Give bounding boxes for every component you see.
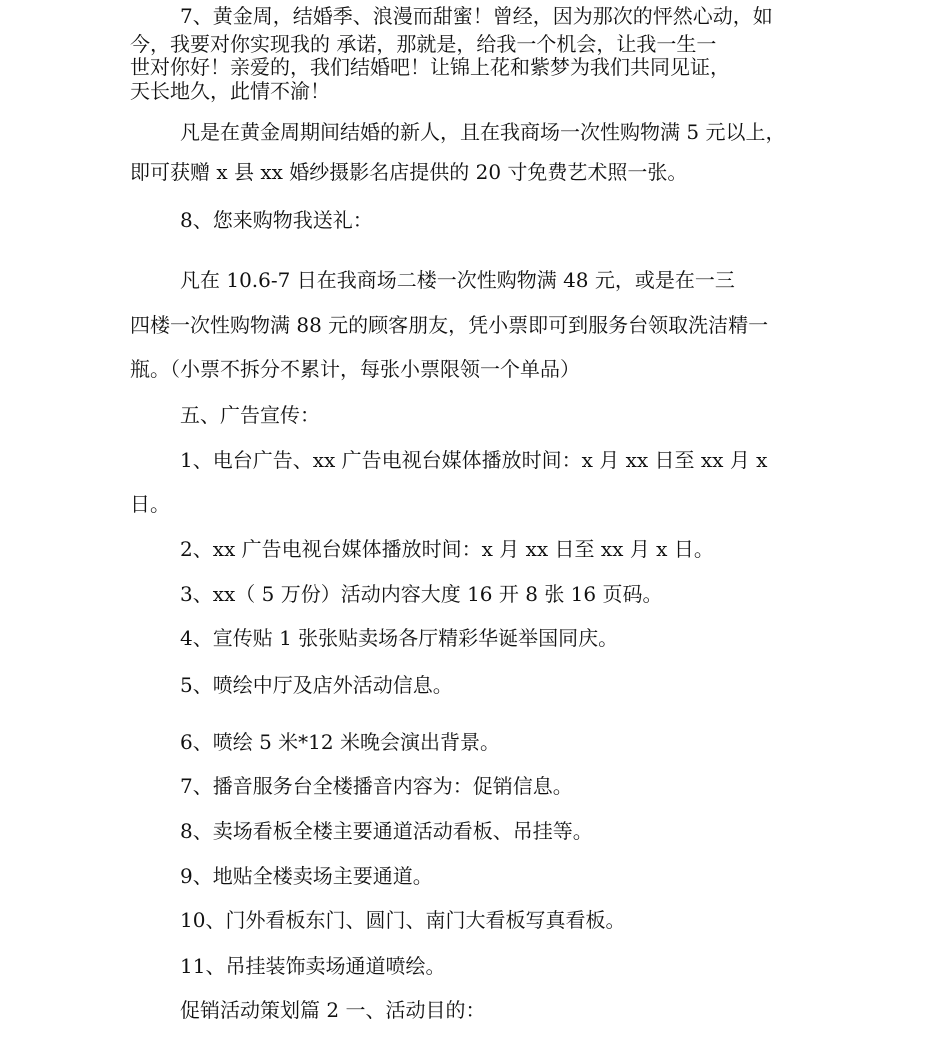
list-item: 7、播音服务台全楼播音内容为：促销信息。 [180,774,573,798]
list-item-continuation: 日。 [130,492,170,516]
paragraph-line: 天长地久，此情不渝！ [130,79,330,103]
section-heading: 促销活动策划篇 2 一、活动目的： [180,998,486,1022]
paragraph-line: 7、黄金周，结婚季、浪漫而甜蜜！曾经，因为那次的怦然心动，如 [180,4,773,28]
list-item: 3、xx（ 5 万份）活动内容大度 16 开 8 张 16 页码。 [180,582,663,606]
list-item: 9、地贴全楼卖场主要通道。 [180,864,433,888]
list-item: 1、电台广告、xx 广告电视台媒体播放时间：x 月 xx 日至 xx 月 x [180,448,768,472]
paragraph-line: 世对你好！亲爱的，我们结婚吧！让锦上花和紫梦为我们共同见证， [130,55,730,79]
list-item: 2、xx 广告电视台媒体播放时间：x 月 xx 日至 xx 月 x 日。 [180,537,714,561]
section-item: 8、您来购物我送礼： [180,208,373,232]
list-item: 6、喷绘 5 米*12 米晚会演出背景。 [180,730,500,754]
paragraph-line: 瓶。（小票不拆分不累计，每张小票限领一个单品） [130,357,580,381]
paragraph-line: 凡是在黄金周期间结婚的新人，且在我商场一次性购物满 5 元以上， [180,120,786,144]
paragraph-line: 即可获赠 x 县 xx 婚纱摄影名店提供的 20 寸免费艺术照一张。 [130,160,688,184]
list-item: 8、卖场看板全楼主要通道活动看板、吊挂等。 [180,819,593,843]
list-item: 11、吊挂装饰卖场通道喷绘。 [180,954,446,978]
paragraph-line: 凡在 10.6-7 日在我商场二楼一次性购物满 48 元，或是在一三 [180,268,735,292]
list-item: 10、门外看板东门、圆门、南门大看板写真看板。 [180,908,626,932]
list-item: 4、宣传贴 1 张张贴卖场各厅精彩华诞举国同庆。 [180,626,619,650]
paragraph-line: 四楼一次性购物满 88 元的顾客朋友，凭小票即可到服务台领取洗洁精一 [130,313,769,337]
section-heading: 五、广告宣传： [180,403,320,427]
paragraph-line: 今，我要对你实现我的 承诺，那就是，给我一个机会，让我一生一 [130,32,717,56]
list-item: 5、喷绘中厅及店外活动信息。 [180,673,453,697]
